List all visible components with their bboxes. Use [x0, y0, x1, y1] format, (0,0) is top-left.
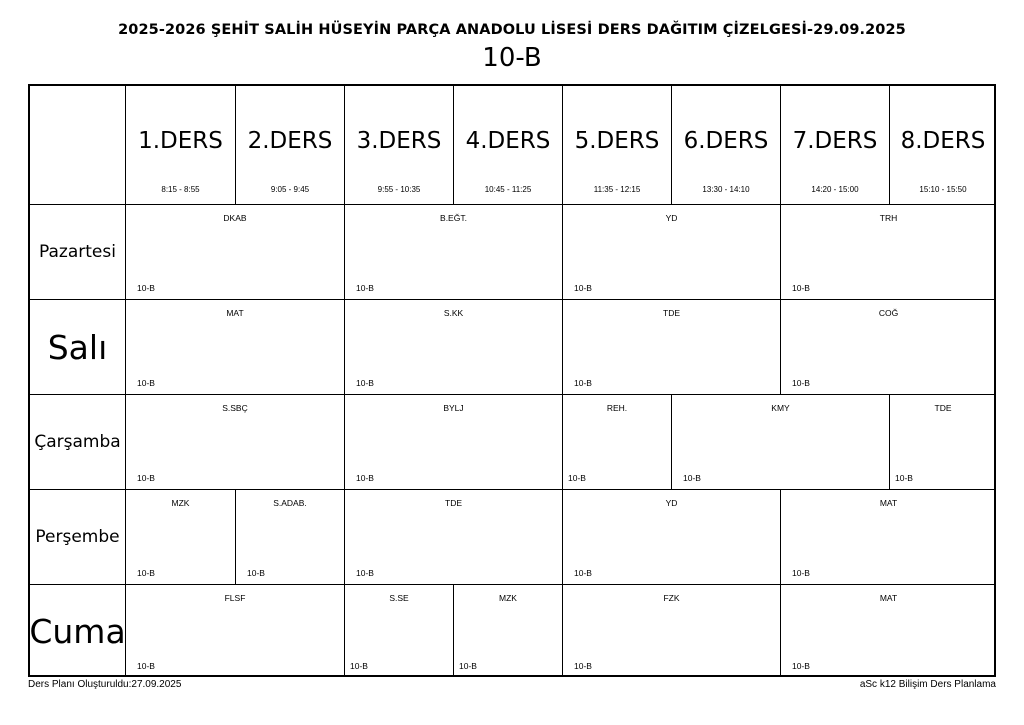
lesson-class: 10-B [895, 473, 913, 483]
lesson-cell [562, 489, 780, 584]
lesson-cell [780, 489, 996, 584]
software-credit: aSc k12 Bilişim Ders Planlama [859, 679, 996, 690]
period-time: 11:35 - 12:15 [593, 185, 641, 194]
lesson-subject: MAT [879, 498, 898, 508]
lesson-cell [889, 394, 996, 489]
lesson-cell [562, 584, 780, 677]
lesson-class: 10-B [356, 568, 374, 578]
lesson-class: 10-B [683, 473, 701, 483]
lesson-class: 10-B [137, 568, 155, 578]
lesson-cell [562, 299, 780, 394]
lesson-subject: MZK [499, 593, 517, 603]
lesson-subject: REH. [606, 403, 628, 413]
lesson-class: 10-B [574, 568, 592, 578]
lesson-cell [780, 299, 996, 394]
lesson-cell [780, 204, 996, 299]
lesson-cell [125, 394, 344, 489]
lesson-cell [671, 394, 889, 489]
lesson-class: 10-B [137, 283, 155, 293]
lesson-subject: MAT [879, 593, 898, 603]
period-label: 1.DERS [138, 128, 223, 154]
period-time: 9:05 - 9:45 [270, 185, 310, 194]
lesson-cell [125, 204, 344, 299]
day-label: Perşembe [30, 489, 125, 584]
lesson-subject: KMY [771, 403, 790, 413]
lesson-cell [344, 489, 562, 584]
lesson-subject: MAT [226, 308, 244, 318]
lesson-class: 10-B [568, 473, 586, 483]
lesson-class: 10-B [137, 473, 155, 483]
lesson-subject: YD [665, 213, 678, 223]
period-label: 5.DERS [574, 128, 660, 154]
period-header [671, 86, 780, 204]
period-label: 8.DERS [900, 128, 986, 154]
period-time: 8:15 - 8:55 [161, 185, 200, 194]
lesson-subject: BYLJ [443, 403, 464, 413]
lesson-cell [344, 394, 562, 489]
lesson-cell [344, 204, 562, 299]
period-label: 7.DERS [792, 128, 878, 154]
period-label: 4.DERS [465, 128, 551, 154]
lesson-cell [453, 584, 562, 677]
lesson-class: 10-B [137, 661, 155, 671]
lesson-class: 10-B [459, 661, 477, 671]
lesson-subject: YD [665, 498, 678, 508]
lesson-subject: S.KK [443, 308, 464, 318]
page-title: 2025-2026 ŞEHİT SALİH HÜSEYİN PARÇA ANADOLU LİSESİ DERS DAĞITIM ÇİZELGESİ-29.09.2025 [118, 22, 906, 38]
class-title: 10-B [482, 43, 542, 73]
lesson-cell [125, 584, 344, 677]
period-header [453, 86, 562, 204]
lesson-class: 10-B [574, 661, 592, 671]
period-header [889, 86, 996, 204]
period-label: 2.DERS [247, 128, 333, 154]
lesson-class: 10-B [137, 378, 155, 388]
lesson-class: 10-B [247, 568, 265, 578]
lesson-subject: DKAB [223, 213, 247, 223]
period-time: 13:30 - 14:10 [702, 185, 750, 194]
lesson-subject: TDE [934, 403, 952, 413]
lesson-class: 10-B [792, 568, 810, 578]
lesson-subject: MZK [171, 498, 190, 508]
lesson-cell [344, 299, 562, 394]
lesson-subject: COĞ [878, 308, 899, 318]
period-header [562, 86, 671, 204]
lesson-cell [562, 394, 671, 489]
lesson-subject: TRH [879, 213, 898, 223]
lesson-class: 10-B [792, 378, 810, 388]
lesson-class: 10-B [792, 661, 810, 671]
corner-cell [30, 86, 125, 204]
lesson-subject: TDE [445, 498, 462, 508]
timetable-grid [28, 84, 996, 677]
lesson-class: 10-B [356, 473, 374, 483]
day-label: Salı [30, 299, 125, 394]
lesson-subject: S.ADAB. [273, 498, 307, 508]
period-header [235, 86, 344, 204]
lesson-class: 10-B [574, 283, 592, 293]
period-header [125, 86, 235, 204]
lesson-cell [344, 584, 453, 677]
lesson-cell [562, 204, 780, 299]
lesson-subject: FZK [663, 593, 680, 603]
lesson-class: 10-B [574, 378, 592, 388]
lesson-cell [125, 299, 344, 394]
period-label: 6.DERS [683, 128, 769, 154]
lesson-subject: S.SE [389, 593, 409, 603]
day-label: Pazartesi [30, 204, 125, 299]
period-label: 3.DERS [356, 128, 442, 154]
lesson-subject: FLSF [224, 593, 246, 603]
period-time: 9:55 - 10:35 [377, 185, 421, 194]
lesson-subject: S.SBÇ [222, 403, 248, 413]
period-time: 14:20 - 15:00 [811, 185, 859, 194]
lesson-class: 10-B [792, 283, 810, 293]
lesson-cell [780, 584, 996, 677]
lesson-subject: B.EĞT. [440, 213, 467, 223]
created-date: Ders Planı Oluşturuldu:27.09.2025 [28, 679, 182, 690]
day-label: Çarşamba [30, 394, 125, 489]
day-label: Cuma [30, 584, 125, 677]
period-header [344, 86, 453, 204]
lesson-class: 10-B [356, 378, 374, 388]
lesson-cell [125, 489, 235, 584]
lesson-cell [235, 489, 344, 584]
lesson-class: 10-B [350, 661, 368, 671]
lesson-class: 10-B [356, 283, 374, 293]
period-header [780, 86, 889, 204]
period-time: 15:10 - 15:50 [919, 185, 967, 194]
lesson-subject: TDE [663, 308, 680, 318]
period-time: 10:45 - 11:25 [484, 185, 532, 194]
